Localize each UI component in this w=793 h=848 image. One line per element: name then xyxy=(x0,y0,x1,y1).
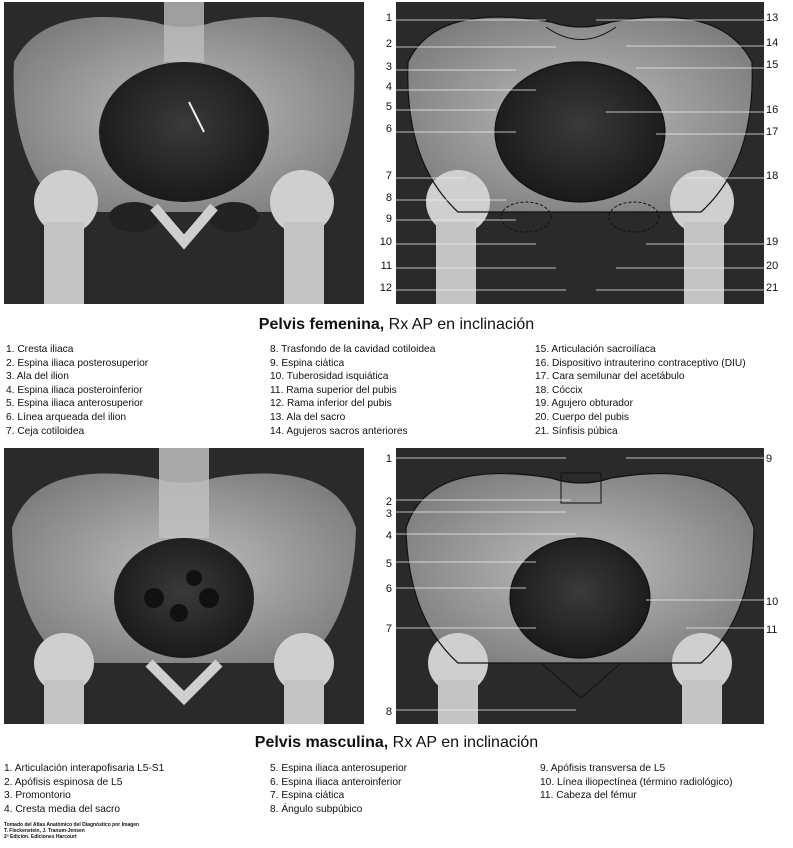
male-legend-item: 10. Línea iliopectínea (término radiológico) xyxy=(540,776,733,788)
female-legend-col-2 xyxy=(270,343,435,438)
credit-line: Tomado del Atlas Anatómico del Diagnóstico por Imagen xyxy=(4,822,140,828)
credit-line: T. Fleckenstein, J. Tranum-Jensen xyxy=(4,828,85,834)
female-right-number-label-21: 21 xyxy=(766,282,779,294)
female-legend-col-3 xyxy=(535,343,746,438)
female-legend-item: 13. Ala del sacro xyxy=(270,411,346,423)
male-left-number-label-8: 8 xyxy=(385,706,392,718)
female-legend-item: 6. Línea arqueada del ilion xyxy=(6,411,127,423)
female-caption-title: Pelvis femenina, xyxy=(258,316,385,333)
male-legend-item: 8. Ángulo subpúbico xyxy=(270,803,363,815)
male-legend-col-1 xyxy=(4,762,164,816)
female-legend-item: 14. Agujeros sacros anteriores xyxy=(270,425,408,437)
female-legend-item: 17. Cara semilunar del acetábulo xyxy=(535,371,685,383)
female-caption xyxy=(0,316,793,334)
male-xray-annotated xyxy=(396,448,764,724)
male-legend-col-3 xyxy=(540,762,733,803)
male-right-number-label-9: 9 xyxy=(766,453,773,465)
male-legend-item: 5. Espina iliaca anterosuperior xyxy=(270,763,408,774)
female-legend-item: 15. Articulación sacroilíaca xyxy=(535,344,656,355)
female-left-number-label-10: 10 xyxy=(379,236,392,248)
female-legend-item: 19. Agujero obturador xyxy=(535,398,633,410)
male-left-number-label-1: 1 xyxy=(385,453,392,465)
female-legend-item: 11. Rama superior del pubis xyxy=(270,384,397,396)
male-legend-item: 9. Apófisis transversa de L5 xyxy=(540,763,666,774)
credit-line: 2ª Edición. Ediciones Harcourt xyxy=(4,834,77,840)
male-legend-item: 6. Espina iliaca anteroinferior xyxy=(270,776,402,788)
female-left-number-label-2: 2 xyxy=(385,38,392,50)
male-xray-plain xyxy=(4,448,364,724)
female-right-number-label-15: 15 xyxy=(766,59,779,71)
female-legend-item: 16. Dispositivo intrauterino contraceptivo (DIU) xyxy=(535,357,746,369)
male-caption xyxy=(0,734,793,752)
credits xyxy=(4,822,139,840)
female-right-number-label-20: 20 xyxy=(766,260,779,272)
female-right-number-label-16: 16 xyxy=(766,104,779,116)
male-legend-col-2 xyxy=(270,762,407,816)
male-legend-item: 4. Cresta media del sacro xyxy=(4,803,121,815)
female-right-number-label-14: 14 xyxy=(766,37,779,49)
female-legend-item: 9. Espina ciática xyxy=(270,357,345,369)
female-legend-item: 2. Espina iliaca posterosuperior xyxy=(6,357,149,369)
female-left-number-label-5: 5 xyxy=(385,101,392,113)
female-legend-col-1 xyxy=(6,343,148,438)
female-left-number-label-6: 6 xyxy=(385,123,392,135)
female-legend-item: 5. Espina iliaca anterosuperior xyxy=(6,398,144,410)
male-caption-rest: Rx AP en inclinación xyxy=(388,734,539,751)
male-left-number-label-2: 2 xyxy=(385,496,392,508)
female-left-number-label-7: 7 xyxy=(385,170,392,182)
female-legend-item: 10. Tuberosidad isquiática xyxy=(270,371,389,383)
male-left-number-label-6: 6 xyxy=(385,583,392,595)
female-legend-item: 3. Ala del ilion xyxy=(6,371,69,383)
female-left-number-label-12: 12 xyxy=(379,282,392,294)
male-legend-item: 1. Articulación interapofisaria L5-S1 xyxy=(4,763,165,774)
female-legend-item: 12. Rama inferior del pubis xyxy=(270,398,392,410)
female-left-number-label-1: 1 xyxy=(385,12,392,24)
male-legend-item: 11. Cabeza del fémur xyxy=(540,790,637,802)
male-legend-item: 2. Apófisis espinosa de L5 xyxy=(4,776,123,788)
male-legend-item: 7. Espina ciática xyxy=(270,790,345,802)
male-left-number-label-7: 7 xyxy=(385,623,392,635)
female-legend-item: 7. Ceja cotiloidea xyxy=(6,425,85,437)
female-left-number-label-11: 11 xyxy=(380,260,392,272)
female-left-number-label-4: 4 xyxy=(385,81,392,93)
female-left-number-label-3: 3 xyxy=(385,61,392,73)
female-right-number-label-19: 19 xyxy=(766,236,779,248)
female-legend-item: 18. Cóccix xyxy=(535,384,583,396)
female-legend-item: 20. Cuerpo del pubis xyxy=(535,411,630,423)
male-left-number-label-4: 4 xyxy=(385,530,392,542)
female-legend-item: 1. Cresta iliaca xyxy=(6,344,74,355)
male-right-number-label-10: 10 xyxy=(766,596,779,608)
male-left-number-label-3: 3 xyxy=(385,508,392,520)
female-right-number-label-13: 13 xyxy=(766,12,779,24)
female-xray-plain xyxy=(4,2,364,304)
male-caption-title: Pelvis masculina, xyxy=(254,734,389,751)
female-right-number-label-17: 17 xyxy=(766,126,779,138)
female-right-number-label-18: 18 xyxy=(766,170,779,182)
female-legend-item: 8. Trasfondo de la cavidad cotiloidea xyxy=(270,344,436,355)
female-left-number-label-8: 8 xyxy=(385,192,392,204)
male-legend-item: 3. Promontorio xyxy=(4,790,71,802)
female-left-number-label-9: 9 xyxy=(385,213,392,225)
female-xray-annotated xyxy=(396,2,764,304)
male-left-number-label-5: 5 xyxy=(385,558,392,570)
female-legend-item: 21. Sínfisis púbica xyxy=(535,425,618,437)
female-caption-rest: Rx AP en inclinación xyxy=(384,316,535,333)
female-legend-item: 4. Espina iliaca posteroinferior xyxy=(6,384,143,396)
male-right-number-label-11: 11 xyxy=(766,624,778,636)
